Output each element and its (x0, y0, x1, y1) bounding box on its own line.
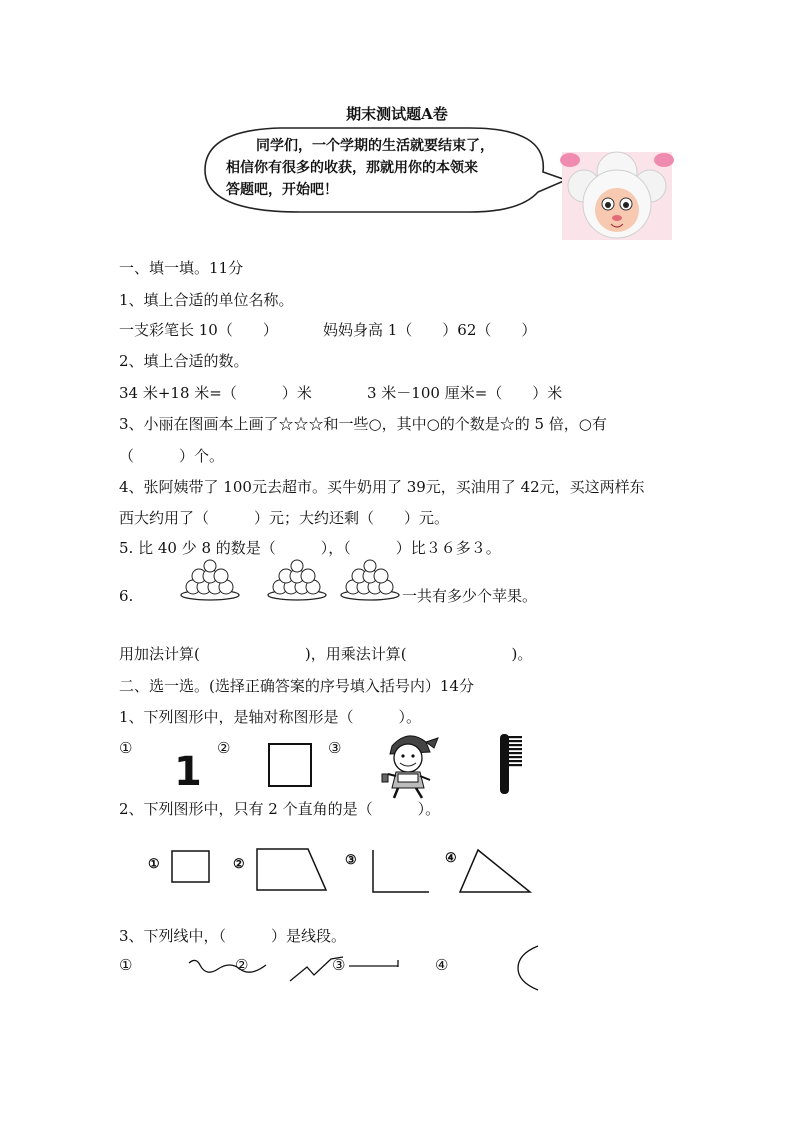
rectangle-figure (171, 850, 211, 884)
apple-plate-2 (268, 560, 326, 600)
bubble-line-2: 相信你有很多的收获，那就用你的本领来 (226, 160, 478, 176)
q2-1-option-3-label: ③ (328, 739, 342, 757)
question-1-1: 1、填上合适的单位名称。 (119, 291, 294, 309)
q2-3-option-1-label: ① (119, 956, 133, 974)
digit-one-figure: 1 (174, 749, 202, 795)
question-1-1-b: 妈妈身高 1（ ）62（ ） (323, 321, 537, 339)
apple-plates-image (180, 562, 420, 606)
question-2-2: 2、下列图形中，只有 2 个直角的是（ ）。 (119, 800, 441, 818)
bubble-line-1: 同学们，一个学期的生活就要结束了， (256, 138, 494, 154)
right-angle-figure (371, 849, 431, 895)
sheep-character-image (562, 152, 672, 240)
cartoon-child-image (378, 730, 442, 800)
section1-heading: 一、填一填。11分 (119, 259, 244, 277)
page-title: 期末测试题A卷 (346, 105, 448, 123)
question-1-4-line2: 西大约用了（ ）元；大约还剩（ ）元。 (119, 509, 450, 527)
q2-1-option-2-label: ② (217, 739, 231, 757)
question-1-2-a: 34 米+18 米=（ ）米 (119, 384, 312, 402)
question-1-3-line2: （ ）个。 (119, 447, 225, 465)
q2-1-option-1-label: ① (119, 739, 133, 757)
question-1-6-number: 6. (119, 587, 134, 605)
arc-figure (516, 944, 540, 992)
apple-plate-3 (341, 560, 399, 600)
question-1-3-line1: 3、小丽在图画本上画了☆☆☆和一些○，其中○的个数是☆的 5 倍，○有 (119, 415, 607, 433)
question-1-2-b: 3 米－100 厘米=（ ）米 (367, 384, 563, 402)
q2-2-option-2-label: ② (233, 857, 245, 872)
line-segment-figure (348, 958, 400, 974)
q2-2-option-3-label: ③ (345, 853, 357, 868)
right-trapezoid-figure (256, 848, 328, 892)
apple-plate-1 (181, 560, 239, 600)
question-1-5: 5. 比 40 少 8 的数是（ ），（ ）比３６多３。 (119, 539, 501, 557)
speech-bubble (0, 0, 794, 260)
curve-line-figure (188, 955, 272, 979)
question-2-3: 3、下列线中，（ ）是线段。 (119, 927, 347, 945)
bubble-line-3: 答题吧，开始吧！ (226, 182, 338, 198)
section2-heading: 二、选一选。(选择正确答案的序号填入括号内）14分 (119, 677, 474, 695)
question-1-6-calc: 用加法计算( )，用乘法计算( )。 (119, 645, 533, 663)
q2-2-option-1-label: ① (148, 857, 160, 872)
q2-2-option-4-label: ④ (445, 851, 457, 866)
question-1-2: 2、填上合适的数。 (119, 352, 249, 370)
comb-figure (497, 732, 527, 796)
question-2-1: 1、下列图形中，是轴对称图形是（ ）。 (119, 708, 422, 726)
q2-3-option-2-label: ② (235, 956, 249, 974)
square-figure (268, 743, 312, 787)
question-1-6-text: 一共有多少个苹果。 (402, 587, 538, 605)
q2-3-option-4-label: ④ (435, 956, 449, 974)
triangle-figure (458, 848, 532, 894)
question-1-4-line1: 4、张阿姨带了 100元去超市。买牛奶用了 39元，买油用了 42元，买这两样东 (119, 478, 645, 496)
q2-3-option-3-label: ③ (332, 956, 346, 974)
question-1-1-a: 一支彩笔长 10（ ） (119, 321, 278, 339)
